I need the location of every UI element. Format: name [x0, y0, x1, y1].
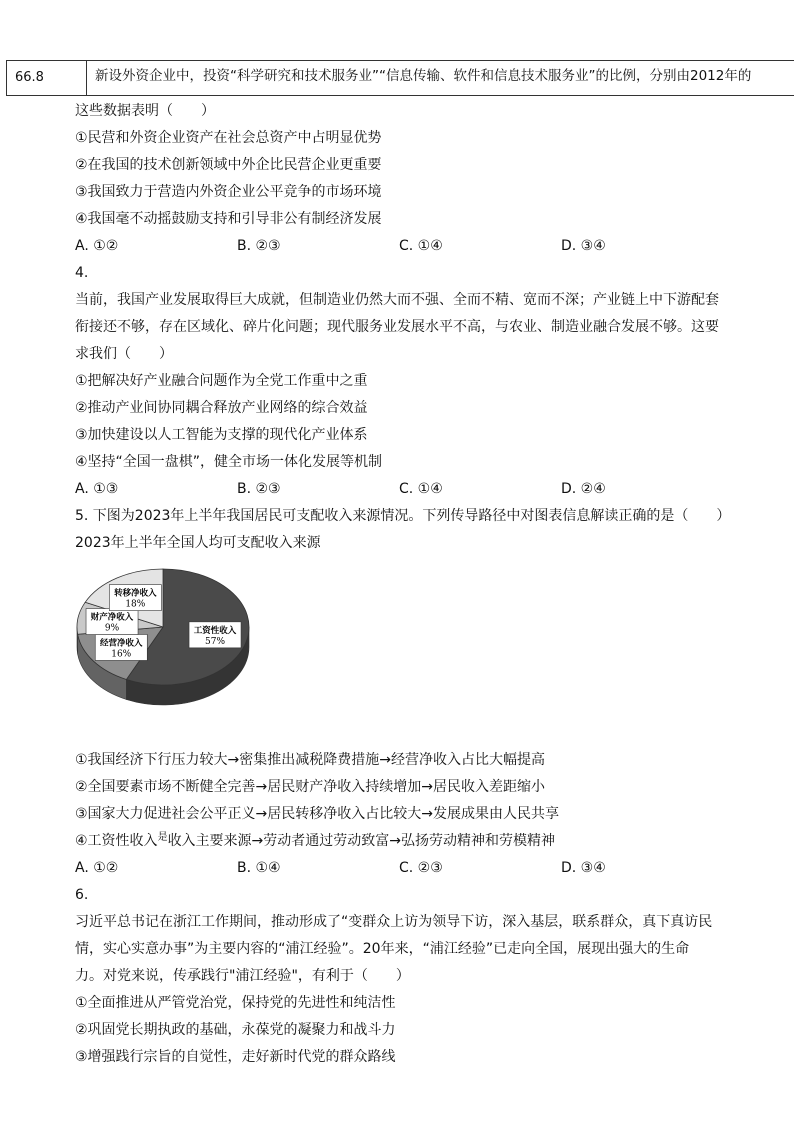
- table-row: [6, 60, 794, 96]
- q3-item-4: ④我国毫不动摇鼓励支持和引导非公有制经济发展: [75, 211, 382, 227]
- pie-category-label-0: 工资性收入: [193, 625, 237, 636]
- q5-item-4-part-b: 收入主要来源→劳动者通过劳动致富→弘扬劳动精神和劳模精神: [167, 833, 556, 849]
- income-pie-chart: [75, 557, 275, 747]
- q4-item-3: ③加快建设以人工智能为支撑的现代化产业体系: [75, 427, 368, 443]
- q4-options: [75, 476, 725, 503]
- pie-value-label-1: 16%: [111, 649, 132, 660]
- q3-option-d[interactable]: D. ③④: [561, 238, 606, 254]
- table-cell-number: 66.8: [7, 61, 87, 95]
- q4-item-1: ①把解决好产业融合问题作为全党工作重中之重: [75, 373, 368, 389]
- q5-item-2: ②全国要素市场不断健全完善→居民财产净收入持续增加→居民收入差距缩小: [75, 779, 546, 795]
- q4-stem-line-3: 求我们（ ）: [75, 346, 173, 362]
- pie-label-3: [109, 585, 161, 611]
- q6-item-1: ①全面推进从严管党治党，保持党的先进性和纯洁性: [75, 995, 396, 1011]
- pie-value-label-0: 57%: [205, 636, 226, 647]
- q4-option-c[interactable]: C. ①④: [399, 481, 443, 497]
- q5-item-3: ③国家大力促进社会公平正义→居民转移净收入占比较大→发展成果由人民共享: [75, 806, 560, 822]
- q6-item-2: ②巩固党长期执政的基础，永葆党的凝聚力和战斗力: [75, 1022, 396, 1038]
- q3-stem: 这些数据表明（ ）: [75, 103, 215, 119]
- q3-option-a[interactable]: A. ①②: [75, 238, 119, 254]
- q6-stem-line-3: 力。对党来说，传承践行"浦江经验"，有利于（ ）: [75, 968, 410, 984]
- q5-option-d[interactable]: D. ③④: [561, 860, 606, 876]
- q6-stem-line-2: 情，实心实意办事”为主要内容的“浦江经验”。20年来，“浦江经验”已走向全国，展现出强大的生命: [75, 941, 690, 957]
- q5-item-1: ①我国经济下行压力较大→密集推出减税降费措施→经营净收入占比大幅提高: [75, 752, 546, 768]
- q3-item-1: ①民营和外资企业资产在社会总资产中占明显优势: [75, 130, 382, 146]
- q4-option-d[interactable]: D. ②④: [561, 481, 606, 497]
- pie-chart-svg: [75, 557, 275, 747]
- pie-value-label-2: 9%: [104, 623, 120, 634]
- q6-item-3: ③增强践行宗旨的自觉性，走好新时代党的群众路线: [75, 1049, 396, 1065]
- q3-option-b[interactable]: B. ②③: [237, 238, 281, 254]
- pie-category-label-1: 经营净收入: [99, 638, 143, 649]
- q5-options: [75, 855, 725, 882]
- q3-item-3: ③我国致力于营造内外资企业公平竞争的市场环境: [75, 184, 382, 200]
- table-cell-text: 新设外资企业中，投资“科学研究和技术服务业”“信息传输、软件和信息技术服务业”的比例，分别由2012年的: [95, 68, 752, 84]
- pie-value-label-3: 18%: [125, 599, 146, 610]
- q3-item-2: ②在我国的技术创新领域中外企比民营企业更重要: [75, 157, 382, 173]
- q4-stem-line-1: 当前，我国产业发展取得巨大成就，但制造业仍然大而不强、全而不精、宽而不深；产业链上中下游配套: [75, 292, 719, 308]
- q5-item-4: [75, 828, 725, 855]
- chart-title: 2023年上半年全国人均可支配收入来源: [75, 535, 321, 551]
- q3-options: [75, 233, 725, 260]
- q5-option-a[interactable]: A. ①②: [75, 860, 119, 876]
- pie-category-label-3: 转移净收入: [114, 588, 157, 599]
- q6-number: 6.: [75, 887, 89, 903]
- pie-category-label-2: 财产净收入: [90, 612, 134, 623]
- pie-label-1: [95, 634, 147, 660]
- q3-option-c[interactable]: C. ①④: [399, 238, 443, 254]
- q4-item-4: ④坚持“全国一盘棋”，健全市场一体化发展等机制: [75, 454, 383, 470]
- q4-option-a[interactable]: A. ①③: [75, 481, 119, 497]
- q6-stem-line-1: 习近平总书记在浙江工作期间，推动形成了“变群众上访为领导下访，深入基层，联系群众，真下真访民: [75, 914, 713, 930]
- pie-label-0: [189, 622, 241, 648]
- q4-option-b[interactable]: B. ②③: [237, 481, 281, 497]
- q4-stem-line-2: 衔接还不够，存在区域化、碎片化问题；现代服务业发展水平不高，与农业、制造业融合发展不够。这要: [75, 319, 719, 335]
- q5-option-c[interactable]: C. ②③: [399, 860, 443, 876]
- q4-item-2: ②推动产业间协同耦合释放产业网络的综合效益: [75, 400, 368, 416]
- q5-item-4-superscript: 是: [157, 832, 168, 843]
- pie-label-2: [86, 609, 138, 635]
- q5-option-b[interactable]: B. ①④: [237, 860, 281, 876]
- document-body: [75, 98, 731, 1071]
- q5-item-4-part-a: ④工资性收入: [75, 833, 158, 849]
- q4-number: 4.: [75, 265, 89, 281]
- q5-stem: 5. 下图为2023年上半年我国居民可支配收入来源情况。下列传导路径中对图表信息解读正确的是（ ）: [75, 508, 731, 524]
